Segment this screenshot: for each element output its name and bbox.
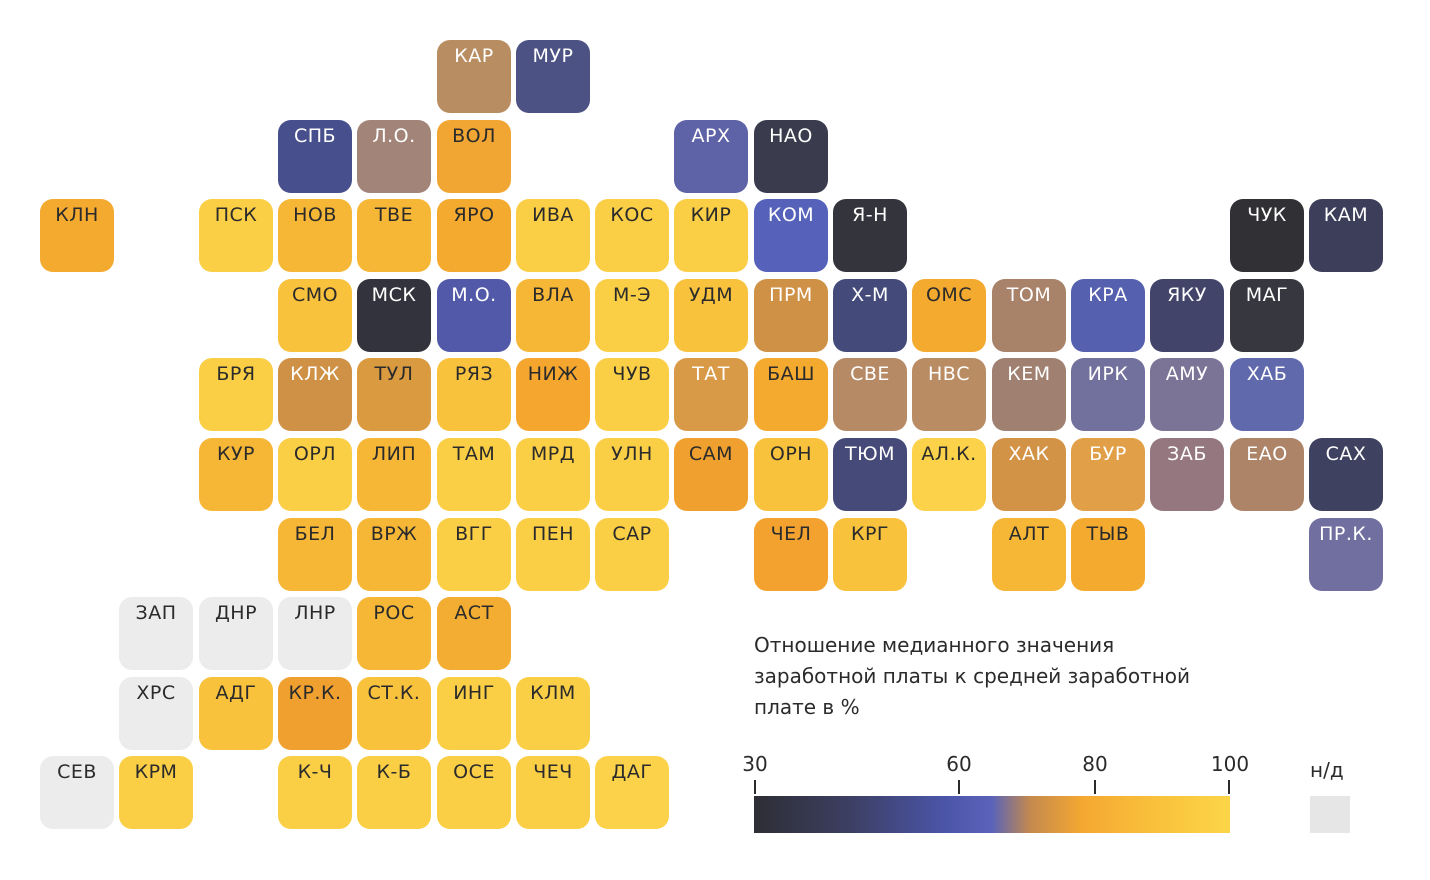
region-tile: САР: [595, 518, 669, 591]
region-tile: Л.О.: [357, 120, 431, 193]
region-tile: ОРН: [754, 438, 828, 511]
region-tile: ЧЕЧ: [516, 756, 590, 829]
region-tile: КЕМ: [992, 358, 1066, 431]
region-tile: КОМ: [754, 199, 828, 272]
region-tile: НОВ: [278, 199, 352, 272]
region-tile: КЛН: [40, 199, 114, 272]
region-tile: ЧУК: [1230, 199, 1304, 272]
region-tile: ВГГ: [437, 518, 511, 591]
region-tile: АЛТ: [992, 518, 1066, 591]
legend-tick-80: [1094, 780, 1096, 794]
region-tile: Х-М: [833, 279, 907, 352]
region-tile: РЯЗ: [437, 358, 511, 431]
region-tile: КЛМ: [516, 677, 590, 750]
region-tile: ЧЕЛ: [754, 518, 828, 591]
region-tile: ЯРО: [437, 199, 511, 272]
region-tile: ОСЕ: [437, 756, 511, 829]
region-tile: КРМ: [119, 756, 193, 829]
region-tile: АСТ: [437, 597, 511, 670]
region-tile: УДМ: [674, 279, 748, 352]
region-tile: ТЮМ: [833, 438, 907, 511]
region-tile: КР.К.: [278, 677, 352, 750]
region-tile: К-Б: [357, 756, 431, 829]
region-tile: М.О.: [437, 279, 511, 352]
region-tile: ЗАП: [119, 597, 193, 670]
region-tile: ПР.К.: [1309, 518, 1383, 591]
region-tile: М-Э: [595, 279, 669, 352]
region-tile: ПЕН: [516, 518, 590, 591]
region-tile: АЛ.К.: [912, 438, 986, 511]
no-data-label: н/д: [1310, 758, 1344, 782]
region-tile: ТВЕ: [357, 199, 431, 272]
region-tile: ИНГ: [437, 677, 511, 750]
region-tile: ЛНР: [278, 597, 352, 670]
region-tile: ЗАБ: [1150, 438, 1224, 511]
region-tile: ИВА: [516, 199, 590, 272]
region-tile: СВЕ: [833, 358, 907, 431]
region-tile: ТАМ: [437, 438, 511, 511]
region-tile: ХРС: [119, 677, 193, 750]
region-tile: КАР: [437, 40, 511, 113]
region-tile: РОС: [357, 597, 431, 670]
legend-tick-label-80: 80: [1082, 752, 1108, 776]
region-tile: КОС: [595, 199, 669, 272]
region-tile: СМО: [278, 279, 352, 352]
legend-tick-60: [958, 780, 960, 794]
region-tile: САХ: [1309, 438, 1383, 511]
region-tile: СЕВ: [40, 756, 114, 829]
region-tile: КАМ: [1309, 199, 1383, 272]
region-tile: СПБ: [278, 120, 352, 193]
region-tile: МРД: [516, 438, 590, 511]
region-tile: АМУ: [1150, 358, 1224, 431]
legend-tick-30: [754, 780, 756, 794]
region-tile: МУР: [516, 40, 590, 113]
region-tile: НАО: [754, 120, 828, 193]
region-tile: АРХ: [674, 120, 748, 193]
region-tile: ТОМ: [992, 279, 1066, 352]
region-tile: ВРЖ: [357, 518, 431, 591]
region-tile: НИЖ: [516, 358, 590, 431]
region-tile: ДАГ: [595, 756, 669, 829]
region-tile: ЛИП: [357, 438, 431, 511]
region-tile: ВЛА: [516, 279, 590, 352]
region-tile: СТ.К.: [357, 677, 431, 750]
region-tile: МАГ: [1230, 279, 1304, 352]
region-tile: КЛЖ: [278, 358, 352, 431]
legend-tick-100: [1228, 780, 1230, 794]
region-tile: ВОЛ: [437, 120, 511, 193]
region-tile: ТАТ: [674, 358, 748, 431]
region-tile: БРЯ: [199, 358, 273, 431]
legend-tick-label-60: 60: [946, 752, 972, 776]
region-tile: ПСК: [199, 199, 273, 272]
no-data-swatch: [1310, 796, 1350, 833]
region-tile: ОМС: [912, 279, 986, 352]
region-tile: БАШ: [754, 358, 828, 431]
region-tile: КРГ: [833, 518, 907, 591]
legend-title: Отношение медианного значения заработной платы к средней заработной плате в %: [754, 633, 1191, 719]
region-tile: САМ: [674, 438, 748, 511]
region-tile: ХАК: [992, 438, 1066, 511]
region-tile: ТЫВ: [1071, 518, 1145, 591]
region-tile: ОРЛ: [278, 438, 352, 511]
region-tile: НВС: [912, 358, 986, 431]
legend-color-scale: [754, 796, 1230, 833]
region-tile: УЛН: [595, 438, 669, 511]
region-tile: ХАБ: [1230, 358, 1304, 431]
region-tile: МСК: [357, 279, 431, 352]
region-tile: АДГ: [199, 677, 273, 750]
region-tile: КРА: [1071, 279, 1145, 352]
region-tile: ЧУВ: [595, 358, 669, 431]
region-tile: КИР: [674, 199, 748, 272]
region-tile: Я-Н: [833, 199, 907, 272]
region-tile: БЕЛ: [278, 518, 352, 591]
region-tile: КУР: [199, 438, 273, 511]
region-tile: ЯКУ: [1150, 279, 1224, 352]
region-tile: К-Ч: [278, 756, 352, 829]
region-tile: БУР: [1071, 438, 1145, 511]
region-tile: ЕАО: [1230, 438, 1304, 511]
region-tile: ИРК: [1071, 358, 1145, 431]
region-tile: ТУЛ: [357, 358, 431, 431]
region-tile: ПРМ: [754, 279, 828, 352]
legend-tick-label-100: 100: [1210, 752, 1250, 776]
legend-tick-label-30: 30: [742, 752, 768, 776]
region-tile: ДНР: [199, 597, 273, 670]
